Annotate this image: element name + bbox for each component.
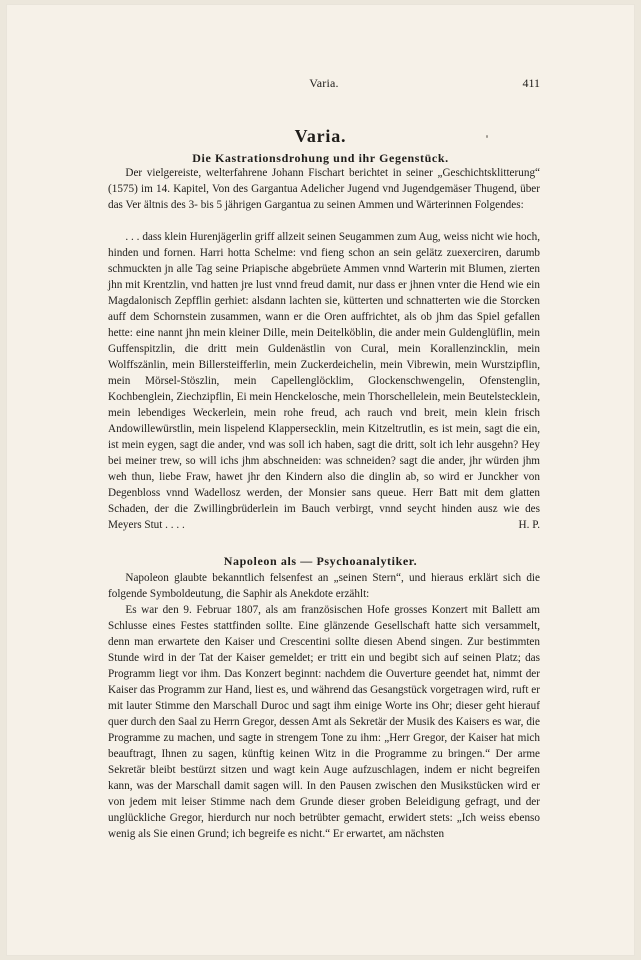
section-title: Varia. bbox=[294, 126, 347, 146]
article1-intro-paragraph: Der vielgereiste, welterfahrene Johann Fischart berichtet in seiner „Geschichtsklitterung“ (1575) im 14. Kapitel, Von des Gargantua Adelicher Jugend vnd Jugendgemäser Thugend, über das Ver ältnis des 3- bis 5 jährigen Gargantua zu seinen Ammen und Wärterinnen Folgendes: bbox=[108, 167, 540, 211]
article1-quote-paragraph bbox=[108, 229, 540, 533]
running-head-title: Varia. bbox=[309, 76, 339, 90]
article2-anecdote bbox=[108, 602, 540, 842]
article-title-napoleon: Napoleon als — Psychoanalytiker. bbox=[223, 554, 418, 568]
article2-intro bbox=[108, 570, 540, 602]
article2-story-paragraph: Es war den 9. Februar 1807, als am französischen Hofe grosses Konzert mit Ballett am Schlusse eines Festes stattfinden sollte. Eine glänzende Gesellschaft hatte sich versammelt, denn man erwartete den Kaiser und Crescentini sollte diesen Abend singen. Zur bestimmten Stunde wird in der Tat der Kaiser gemeldet; er tritt ein und begibt sich auf seinen Platz; das Programm liegt vor ihm. Das Konzert beginnt: nachdem die Ouverture geendet hat, nimmt der Kaiser das Programm zur Hand, liest es, und während das Gesangstück vorgetragen wird, ruft er mit lauter Stimme den Marschall Duroc und sagt ihm einige Worte ins Ohr; dieser geht hierauf quer durch den Saal zu Herrn Gregor, dessen Amt als Sekretär der Musik des Kaisers es war, die Programme zu machen, und sagte in strengem Tone zu ihm: „Herr Gregor, der Kaiser hat mich beauftragt, Ihnen zu sagen, künftig keinen Witz in die Programme zu bringen.“ Der arme Sekretär bleibt bestürzt sitzen und wagt kein Auge aufzuschlagen, indem er nicht begreifen kann, was der Marschall damit sagen will. In den Pausen zwischen den Musikstücken wird er von jedem mit leiser Stimme nach dem Grunde dieser groben Beleidigung gefragt, und der unglückliche Gregor, hierdurch nur noch betrübter gemacht, erwidert stets: „Ich weiss ebenso wenig als Sie einen Grund; ich begreife es nicht.“ Er erwartet, am nächsten bbox=[108, 604, 540, 840]
article1-quotation bbox=[108, 229, 540, 533]
article-title-castration: Die Kastrationsdrohung und ihr Gegenstück. bbox=[192, 151, 449, 165]
running-head bbox=[108, 74, 540, 92]
article2-intro-paragraph: Napoleon glaubte bekanntlich felsenfest an „seinen Stern“, und hieraus erklärt sich die folgende Symboldeutung, die Saphir als Anekdote erzählt: bbox=[108, 572, 540, 600]
page-number: 411 bbox=[522, 76, 540, 90]
article1-quote-text: . . . dass klein Hurenjägerlin griff allzeit seinen Seugammen zum Aug, weiss nicht wie hoch, hinden und fornen. Harri hotta Schelme: vnd fieng schon an sein gelätz zuexerciren, darumb schmuckten jn alle Tag seine Priapische abgebrüete Ammen vnnd Warterin mit Blumen, zierten jhn mit Krentzlin, vnd hatten jre lust vnnd freud damit, nur dass er jhnen vnter die Hend wie ein Magdalonisch Zepfflin gerhiet: alsdann lachten sie, kütterten und schnatterten wie die Storcken auff dem Schornstein zusammen, wann er die Oren auffrichtet, als ob jhm das Spiel gefallen hette: eine nannt jhn mein kleiner Dille, mein Deitelköblin, die ander mein Guldenglüflin, mein Guffenspitzlin, die dritt mein Guldenästlin von Cural, mein Korallenzincklin, mein Wolffszänlin, mein Billersteifferlin, mein Zuckerdeichelin, mein Vibrewin, mein Wurstzipflin, mein Mörsel-Stöszlin, mein Capellenglöcklim, Glockenschwengelin, Ofenstenglin, Kochbenglein, Ziechzipflin, Ei mein Henckelosche, mein Thorschellelein, mein Beutelstecklein, mein lebendiges Weckerlein, mein rohe freud, ach rauch vnd breit, mein klein frisch Andowillewürstlin, mein lispelend Klappersecklin, mein Kitzeltrutlin, es ist mein, sagt die ein, ist mein eygen, sagt die ander, vnd was soll ich haben, sagt die dritt, solt ich lehr ausgehn? Hey bei meiner trew, so will ichs jhm abschneiden: was schneiden? sagt die ander, jhr würden jhm weh thun, liebe Fraw, hawet jhr den Kindern also die dinglin ab, so wird er Junckher von Degenbloss vnnd Wadellosz werden, der Monsier sans queue. Herr Batt mit dem glatten Schaden, der die Zwillingbrüderlein im Bauch verbirgt, vnnd seycht hinden ausz wie des Meyers Stut . . . . bbox=[108, 231, 540, 531]
article1-intro bbox=[108, 165, 540, 213]
author-signature: H. P. bbox=[518, 519, 540, 531]
